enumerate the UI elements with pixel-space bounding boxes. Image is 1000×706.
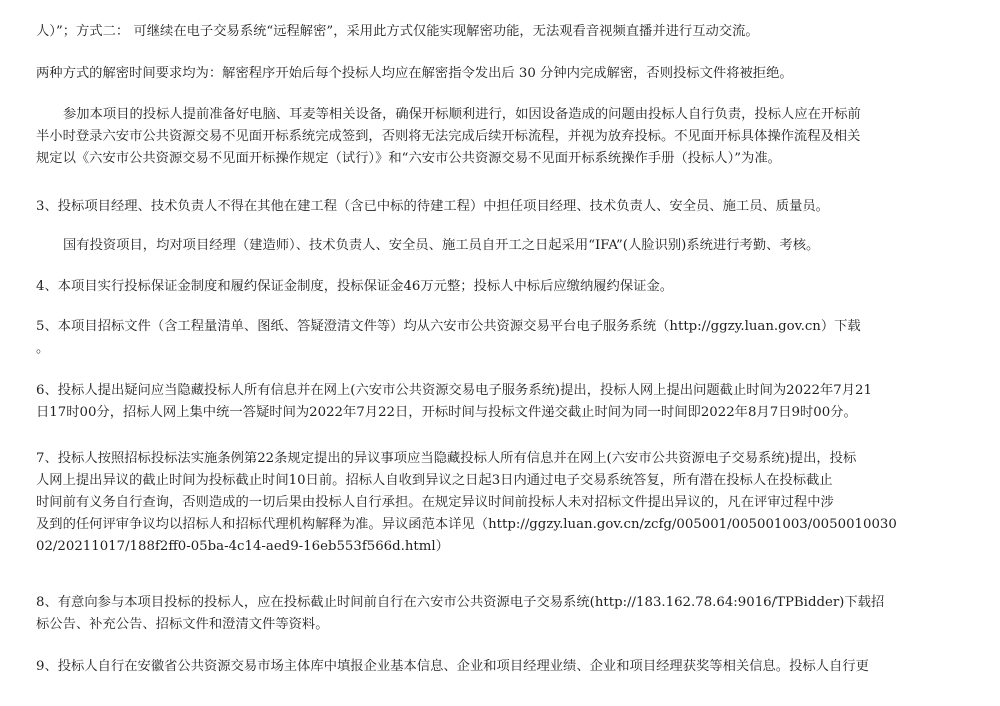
paragraph-item-8-download (36, 592, 926, 636)
text-line: 5、本项目招标文件（含工程量清单、图纸、答疑澄清文件等）均从六安市公共资源交易平台电子服务系统（http://ggzy.luan.gov.cn）下载 (36, 319, 861, 334)
text-line: 参加本项目的投标人提前准备好电脑、耳麦等相关设备，确保开标顺利进行，如因设备造成的问题由投标人自行负责，投标人应在开标前 (63, 107, 861, 122)
text-line: 日17时00分，招标人网上集中统一答疑时间为2022年7月22日，开标时间与投标文件递交截止时间为同一时间即2022年8月7日9时00分。 (36, 405, 857, 420)
text-line: 6、投标人提出疑问应当隐藏投标人所有信息并在网上(六安市公共资源交易电子服务系统)提出，投标人网上提出问题截止时间为2022年7月21 (36, 383, 872, 398)
text-line: 规定以《六安市公共资源交易不见面开标操作规定（试行）》和“六安市公共资源交易不见面开标系统操作手册（投标人）”为准。 (36, 151, 781, 166)
text-line: 国有投资项目，均对项目经理（建造师）、技术负责人、安全员、施工员自开工之日起采用“IFA”(人脸识别)系统进行考勤、考核。 (63, 238, 820, 253)
paragraph-ifa-attendance (36, 235, 926, 257)
paragraph-item-7-objections (36, 448, 926, 558)
text-line: 。 (36, 341, 50, 356)
paragraph-item-4-bid-bond (36, 276, 926, 298)
text-line: 9、投标人自行在安徽省公共资源交易市场主体库中填报企业基本信息、企业和项目经理业绩、企业和项目经理获奖等相关信息。投标人自行更 (36, 659, 869, 674)
text-line: 8、有意向参与本项目投标的投标人，应在投标截止时间前自行在六安市公共资源电子交易系统(http://183.162.78.64:9016/TPBidder)下载招 (36, 595, 885, 610)
text-line: 半小时登录六安市公共资源交易不见面开标系统完成签到，否则将无法完成后续开标流程，并视为放弃投标。不见面开标具体操作流程及相关 (36, 129, 861, 144)
text-line: 4、本项目实行投标保证金制度和履约保证金制度，投标保证金46万元整；投标人中标后应缴纳履约保证金。 (36, 279, 674, 294)
paragraph-item-9-registration (36, 656, 926, 678)
text-line: 人）”；方式二： 可继续在电子交易系统“远程解密”，采用此方式仅能实现解密功能，无法观看音视频直播并进行互动交流。 (36, 24, 759, 39)
text-line: 标公告、补充公告、招标文件和澄清文件等资料。 (36, 617, 329, 632)
paragraph-decryption-time (36, 63, 926, 85)
text-line: 3、投标项目经理、技术负责人不得在其他在建工程（含已中标的待建工程）中担任项目经理、技术负责人、安全员、施工员、质量员。 (36, 199, 829, 214)
paragraph-method-two (36, 21, 926, 43)
text-line: 人网上提出异议的截止时间为投标截止时间10日前。招标人自收到异议之日起3日内通过电子交易系统答复，所有潜在投标人在投标截止 (36, 473, 833, 488)
text-line: 两种方式的解密时间要求均为：解密程序开始后每个投标人均应在解密指令发出后 30 分钟内完成解密，否则投标文件将被拒绝。 (36, 66, 793, 81)
paragraph-equipment-preparation (36, 104, 926, 170)
text-line: 02/20211017/188f2ff0-05ba-4c14-aed9-16eb553f566d.html） (36, 539, 449, 554)
paragraph-item-3-project-manager (36, 196, 926, 218)
paragraph-item-6-questions (36, 380, 926, 424)
text-line: 时间前有义务自行查询，否则造成的一切后果由投标人自行承担。在规定异议时间前投标人未对招标文件提出异议的，凡在评审过程中涉 (36, 495, 834, 510)
text-line: 7、投标人按照招标投标法实施条例第22条规定提出的异议事项应当隐藏投标人所有信息并在网上(六安市公共资源电子交易系统)提出，投标 (36, 451, 857, 466)
text-line: 及到的任何评审争议均以招标人和招标代理机构解释为准。异议函范本详见（http://ggzy.luan.gov.cn/zcfg/005001/005001003/0050010030 (36, 517, 897, 532)
paragraph-item-5-bid-documents (36, 316, 926, 360)
